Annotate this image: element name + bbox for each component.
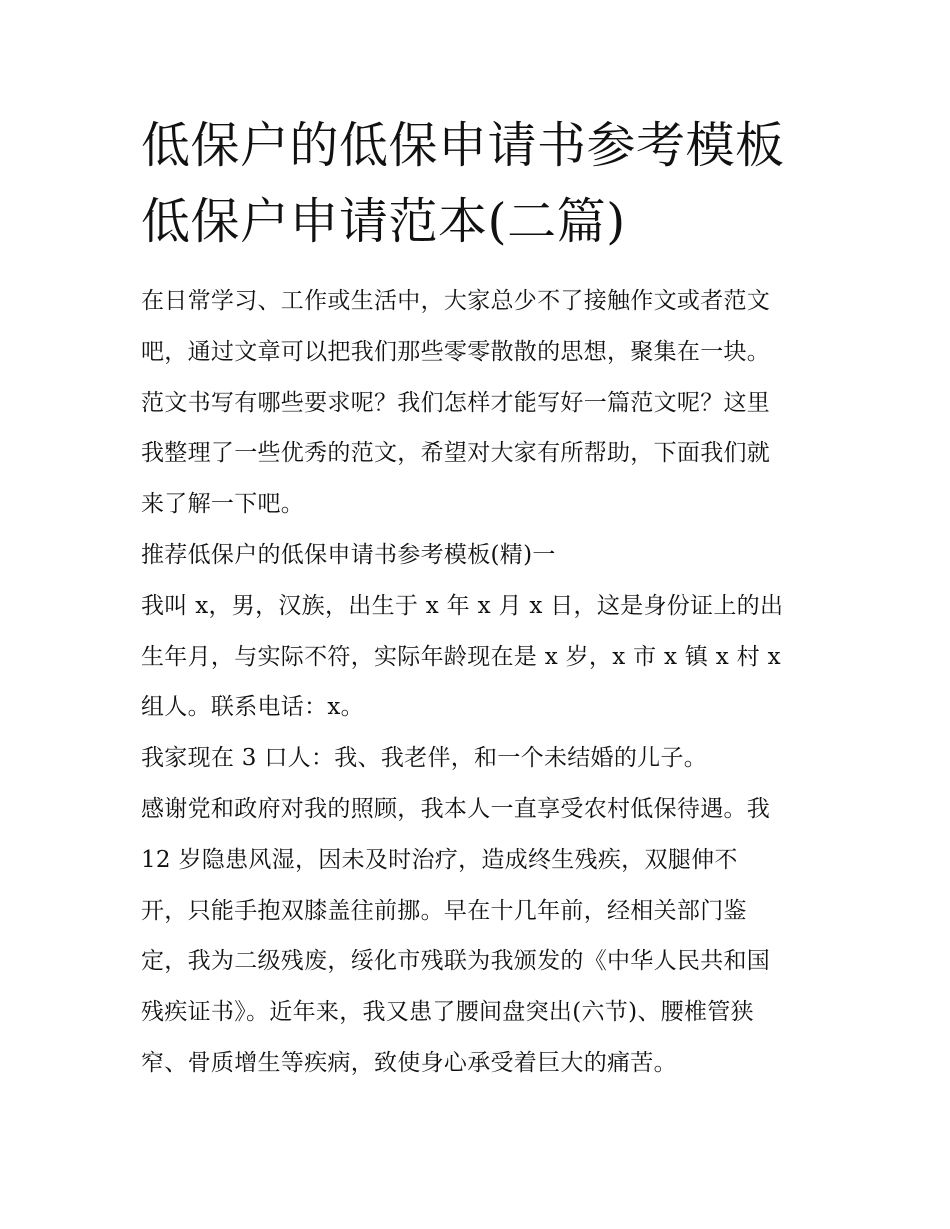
body-line-5: 来了解一下吧。 xyxy=(141,491,305,518)
document-body xyxy=(141,276,821,1089)
body-line-7: 我叫 x，男，汉族，出生于 x 年 x 月 x 日，这是身份证上的出 xyxy=(141,592,784,619)
document-title-line-2: 低保户申请范本(二篇) xyxy=(141,193,626,250)
document-content xyxy=(141,108,821,1089)
body-line-1: 在日常学习、工作或生活中，大家总少不了接触作文或者范文 xyxy=(141,288,771,314)
section-heading-line: 推荐低保户的低保申请书参考模板(精)一 xyxy=(141,541,556,568)
body-line-13: 开，只能手抱双膝盖往前挪。早在十几年前，经相关部门鉴 xyxy=(141,897,747,924)
body-line-11: 感谢党和政府对我的照顾，我本人一直享受农村低保待遇。我 xyxy=(141,795,771,822)
body-line-2: 吧，通过文章可以把我们那些零零散散的思想，聚集在一块。 xyxy=(141,338,771,365)
body-line-15: 残疾证书》。近年来，我又患了腰间盘突出(六节)、腰椎管狭 xyxy=(141,999,754,1026)
body-line-4: 我整理了一些优秀的范文，希望对大家有所帮助，下面我们就 xyxy=(141,440,771,467)
document-title-line-1: 低保户的低保申请书参考模板 xyxy=(141,117,785,174)
body-line-3: 范文书写有哪些要求呢？我们怎样才能写好一篇范文呢？这里 xyxy=(141,389,771,416)
body-line-14: 定，我为二级残废，绥化市残联为我颁发的《中华人民共和国 xyxy=(141,948,771,975)
body-line-10: 我家现在 3 口人：我、我老伴，和一个未结婚的儿子。 xyxy=(141,745,708,772)
body-line-9: 组人。联系电话：x。 xyxy=(141,694,364,721)
body-line-16: 窄、骨质增生等疾病，致使身心承受着巨大的痛苦。 xyxy=(141,1049,677,1076)
body-line-8: 生年月，与实际不符，实际年龄现在是 x 岁，x 市 x 镇 x 村 x xyxy=(141,643,781,670)
body-line-12: 12 岁隐患风湿，因未及时治疗，造成终生残疾，双腿伸不 xyxy=(141,846,738,873)
